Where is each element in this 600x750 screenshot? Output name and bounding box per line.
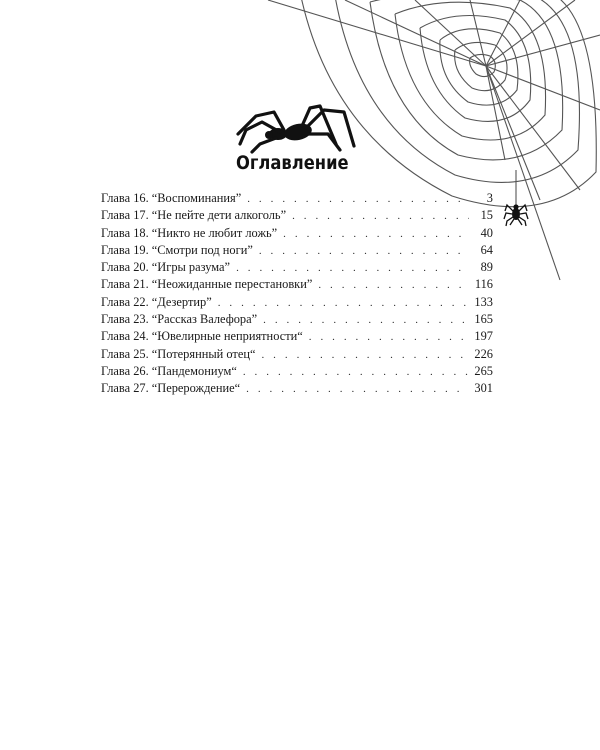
page-number: 15 bbox=[480, 208, 493, 223]
leader-dots bbox=[259, 243, 469, 260]
page-number: 89 bbox=[480, 260, 493, 275]
chapter-title: Глава 25. “Потерянный отец“ bbox=[101, 346, 256, 361]
page-number: 197 bbox=[474, 329, 493, 344]
list-item[interactable] bbox=[101, 346, 493, 363]
list-item[interactable] bbox=[101, 276, 493, 293]
list-item[interactable] bbox=[101, 225, 493, 242]
chapter-title: Глава 16. “Воспоминания” bbox=[101, 191, 242, 205]
list-item[interactable] bbox=[101, 328, 493, 345]
chapter-title: Глава 24. “Ювелирные неприятности“ bbox=[101, 329, 303, 344]
leader-dots bbox=[309, 329, 469, 346]
list-item[interactable] bbox=[101, 311, 493, 328]
page-number: 133 bbox=[474, 294, 493, 309]
page-number: 3 bbox=[486, 191, 493, 205]
leader-dots bbox=[283, 226, 469, 243]
list-item[interactable] bbox=[101, 363, 493, 380]
page-number: 301 bbox=[474, 381, 493, 396]
leader-dots bbox=[246, 381, 469, 398]
page-number: 116 bbox=[474, 277, 493, 292]
chapter-title: Глава 22. “Дезертир” bbox=[101, 294, 212, 309]
small-spider-icon bbox=[504, 204, 528, 226]
list-item[interactable] bbox=[101, 380, 493, 397]
page-title: Оглавление bbox=[236, 152, 349, 174]
leader-dots bbox=[292, 208, 469, 225]
page-number: 40 bbox=[480, 225, 493, 240]
chapter-title: Глава 19. “Смотри под ноги” bbox=[101, 242, 253, 257]
leader-dots bbox=[243, 364, 469, 381]
list-item[interactable] bbox=[101, 190, 493, 207]
page-number: 64 bbox=[480, 242, 493, 257]
list-item[interactable] bbox=[101, 294, 493, 311]
list-item[interactable] bbox=[101, 242, 493, 259]
leader-dots bbox=[261, 347, 469, 364]
page-number: 265 bbox=[474, 363, 493, 378]
list-item[interactable] bbox=[101, 259, 493, 276]
page-number: 226 bbox=[474, 346, 493, 361]
leader-dots bbox=[318, 277, 469, 294]
chapter-title: Глава 18. “Никто не любит ложь” bbox=[101, 225, 278, 240]
chapter-title: Глава 27. “Перерождение“ bbox=[101, 381, 241, 396]
leader-dots bbox=[247, 191, 469, 208]
leader-dots bbox=[263, 312, 469, 329]
leader-dots bbox=[236, 260, 469, 277]
chapter-title: Глава 17. “Не пейте дети алкоголь” bbox=[101, 208, 287, 223]
chapter-title: Глава 21. “Неожиданные перестановки” bbox=[101, 277, 313, 292]
leader-dots bbox=[218, 295, 469, 312]
table-of-contents bbox=[101, 190, 493, 398]
chapter-title: Глава 20. “Игры разума” bbox=[101, 260, 231, 275]
page-number: 165 bbox=[474, 312, 493, 327]
list-item[interactable] bbox=[101, 207, 493, 224]
spider-icon bbox=[236, 104, 366, 154]
chapter-title: Глава 23. “Рассказ Валефора” bbox=[101, 312, 258, 327]
chapter-title: Глава 26. “Пандемониум“ bbox=[101, 363, 237, 378]
